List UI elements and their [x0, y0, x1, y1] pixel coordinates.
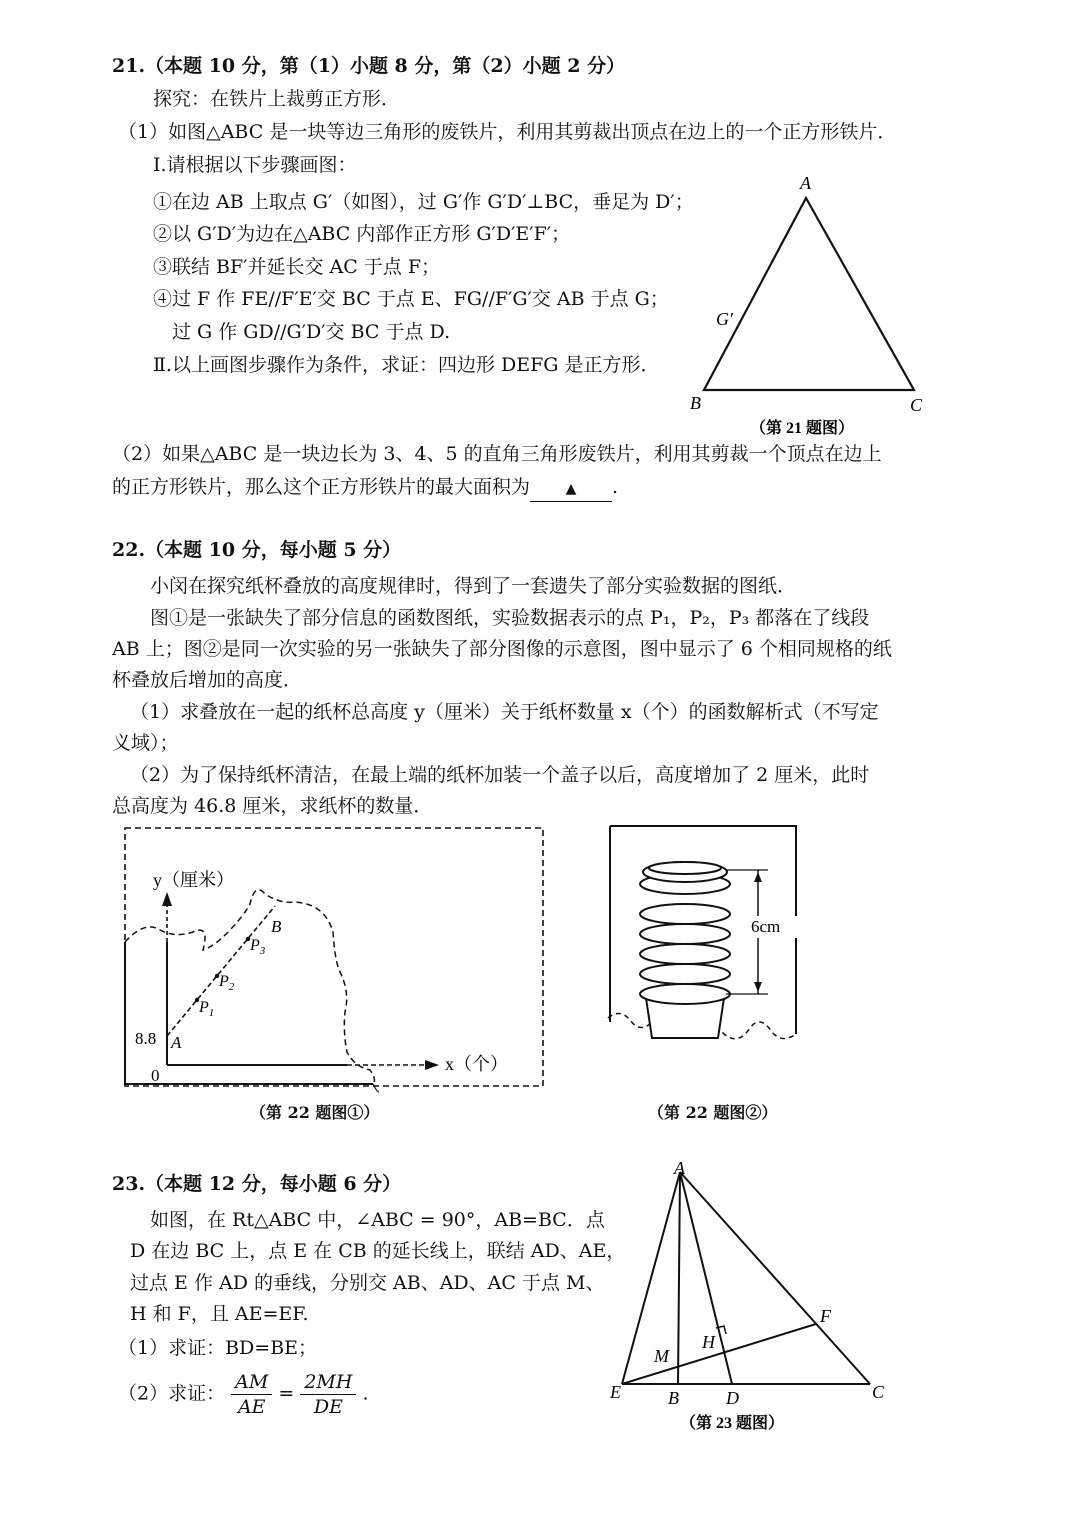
- cup-rim-2: [640, 904, 730, 924]
- q21-figure-caption: （第 21 题图）: [750, 420, 855, 437]
- y-axis-arrow-icon: [162, 892, 172, 906]
- segment-ae: [622, 1172, 680, 1384]
- cup-rim-6: [640, 984, 730, 1004]
- label-a: A: [800, 173, 811, 193]
- label-c: C: [910, 395, 923, 415]
- q21-prove: Ⅱ.以上画图步骤作为条件，求证：四边形 DEFG 是正方形．: [153, 354, 660, 376]
- fraction-2mh-de: $\frac{2MH}{DE}$: [300, 1370, 356, 1419]
- label-a: A: [674, 1160, 685, 1178]
- q21-intro: 探究：在铁片上裁剪正方形．: [153, 88, 401, 110]
- q23-line-3: 过点 E 作 AD 的垂线，分别交 AB、AD、AC 于点 M、: [130, 1272, 605, 1294]
- q21-step-5: 过 G 作 GD//G′D′交 BC 于点 D.: [172, 321, 451, 343]
- cup-rim-4: [640, 944, 730, 964]
- cup-rim-5: [640, 964, 730, 984]
- q21-part2-end: .: [612, 476, 619, 498]
- label-g-prime: G′: [716, 309, 733, 329]
- q22-caption-2: （第 22 题图②）: [648, 1103, 778, 1122]
- label-p3: $P_3$: [250, 937, 266, 957]
- x-axis-label: x（个）: [445, 1054, 508, 1074]
- q21-part1: （1）如图△ABC 是一块等边三角形的废铁片，利用其剪裁出顶点在边上的一个正方形铁片．: [118, 121, 897, 143]
- q21-step-4: ④过 F 作 FE//F′E′交 BC 于点 E、FG//F′G′交 AB 于点 G；: [153, 288, 669, 310]
- q21-header: 21.（本题 10 分，第（1）小题 8 分，第（2）小题 2 分）: [112, 55, 626, 77]
- q22-caption-1: （第 22 题图①）: [250, 1103, 380, 1122]
- fraction-am-ae: $\frac{AM}{AE}$: [231, 1370, 272, 1419]
- label-c: C: [872, 1382, 885, 1402]
- q23-header: 23.（本题 12 分，每小题 6 分）: [112, 1173, 402, 1195]
- x-axis-arrow-icon: [425, 1060, 439, 1070]
- q21-part2-text: 的正方形铁片，那么这个正方形铁片的最大面积为: [112, 476, 531, 498]
- arrow-up-icon: [754, 872, 762, 882]
- q22-header: 22.（本题 10 分，每小题 5 分）: [112, 539, 402, 561]
- answer-blank: [530, 477, 612, 502]
- label-f: F: [820, 1306, 831, 1326]
- label-m: M: [654, 1346, 669, 1366]
- q23-line-2: D 在边 BC 上，点 E 在 CB 的延长线上，联结 AD、AE，: [130, 1240, 626, 1262]
- label-h: H: [702, 1332, 715, 1352]
- arrow-down-icon: [754, 982, 762, 992]
- q21-step-3: ③联结 BF′并延长交 AC 于点 F；: [153, 256, 441, 278]
- label-d: D: [726, 1388, 739, 1408]
- label-point-b: B: [271, 917, 282, 936]
- torn-edge: [125, 890, 374, 1084]
- label-b: B: [668, 1388, 679, 1408]
- label-b: B: [690, 393, 701, 413]
- q22-cup-figure: [600, 822, 810, 1062]
- q21-part2-line2: [112, 475, 618, 502]
- q23-part2-prefix: （2）求证：: [118, 1382, 226, 1405]
- cup-opening: [649, 862, 721, 874]
- q23-line-1: 如图，在 Rt△ABC 中，∠ABC = 90°，AB=BC．点: [150, 1209, 605, 1231]
- triangle-abc: [704, 198, 914, 390]
- right-angle-mark: [716, 1326, 726, 1334]
- label-e: E: [610, 1382, 621, 1402]
- q22-function-figure: [115, 822, 555, 1102]
- q23-line-4: H 和 F，且 AE=EF.: [130, 1303, 309, 1325]
- q22-line-6: 义域）；: [112, 732, 179, 754]
- q23-part2: [118, 1370, 369, 1419]
- dashed-frame: [125, 828, 543, 1086]
- label-p2: $P_2$: [219, 973, 235, 993]
- label-point-a: A: [171, 1033, 182, 1052]
- segment-ab: [167, 906, 275, 1036]
- paper-edge: [125, 942, 373, 1084]
- q23-part1: （1）求证：BD=BE；: [118, 1337, 318, 1359]
- q23-figure-caption: （第 23 题图）: [680, 1415, 785, 1432]
- equals-sign: =: [278, 1382, 295, 1405]
- cup-rim-3: [640, 924, 730, 944]
- height-label: 6cm: [751, 917, 781, 936]
- segment-ab: [678, 1172, 680, 1384]
- y-axis-label: y（厘米）: [153, 870, 234, 890]
- q22-line-4: 杯叠放后增加的高度．: [112, 669, 303, 691]
- q21-part2-line1: （2）如果△ABC 是一块边长为 3、4、5 的直角三角形废铁片，利用其剪裁一个顶点在边上: [112, 443, 882, 465]
- segment-ac: [680, 1172, 870, 1384]
- cup-stack: [640, 862, 730, 1038]
- q21-triangle-figure: [680, 165, 940, 445]
- q23-figure: [600, 1160, 900, 1440]
- q21-step-1: ①在边 AB 上取点 G′（如图），过 G′作 G′D′⊥BC，垂足为 D′；: [153, 191, 694, 213]
- q21-step-2: ②以 G′D′为边在△ABC 内部作正方形 G′D′E′F′；: [153, 223, 571, 245]
- origin-label: 0: [151, 1066, 160, 1085]
- q22-line-2: 图①是一张缺失了部分信息的函数图纸，实验数据表示的点 P₁，P₂，P₃ 都落在了线段: [150, 607, 870, 629]
- q22-line-5: （1）求叠放在一起的纸杯总高度 y（厘米）关于纸杯数量 x（个）的函数解析式（不写定: [130, 701, 879, 723]
- q22-line-3: AB 上；图②是同一次实验的另一张缺失了部分图像的示意图，图中显示了 6 个相同规格的纸: [112, 638, 892, 660]
- label-p1: $P_1$: [199, 999, 215, 1019]
- triangle-mark-icon: ▲: [565, 481, 577, 497]
- y-tick-label: 8.8: [135, 1029, 157, 1048]
- q21-step-title: Ⅰ.请根据以下步骤画图：: [153, 154, 357, 176]
- q22-line-8: 总高度为 46.8 厘米，求纸杯的数量．: [112, 795, 433, 817]
- q22-line-7: （2）为了保持纸杯清洁，在最上端的纸杯加装一个盖子以后，高度增加了 2 厘米，此时: [130, 764, 870, 786]
- q23-part2-end: .: [362, 1382, 369, 1405]
- q22-line-1: 小闵在探究纸杯叠放的高度规律时，得到了一套遗失了部分实验数据的图纸．: [150, 575, 797, 597]
